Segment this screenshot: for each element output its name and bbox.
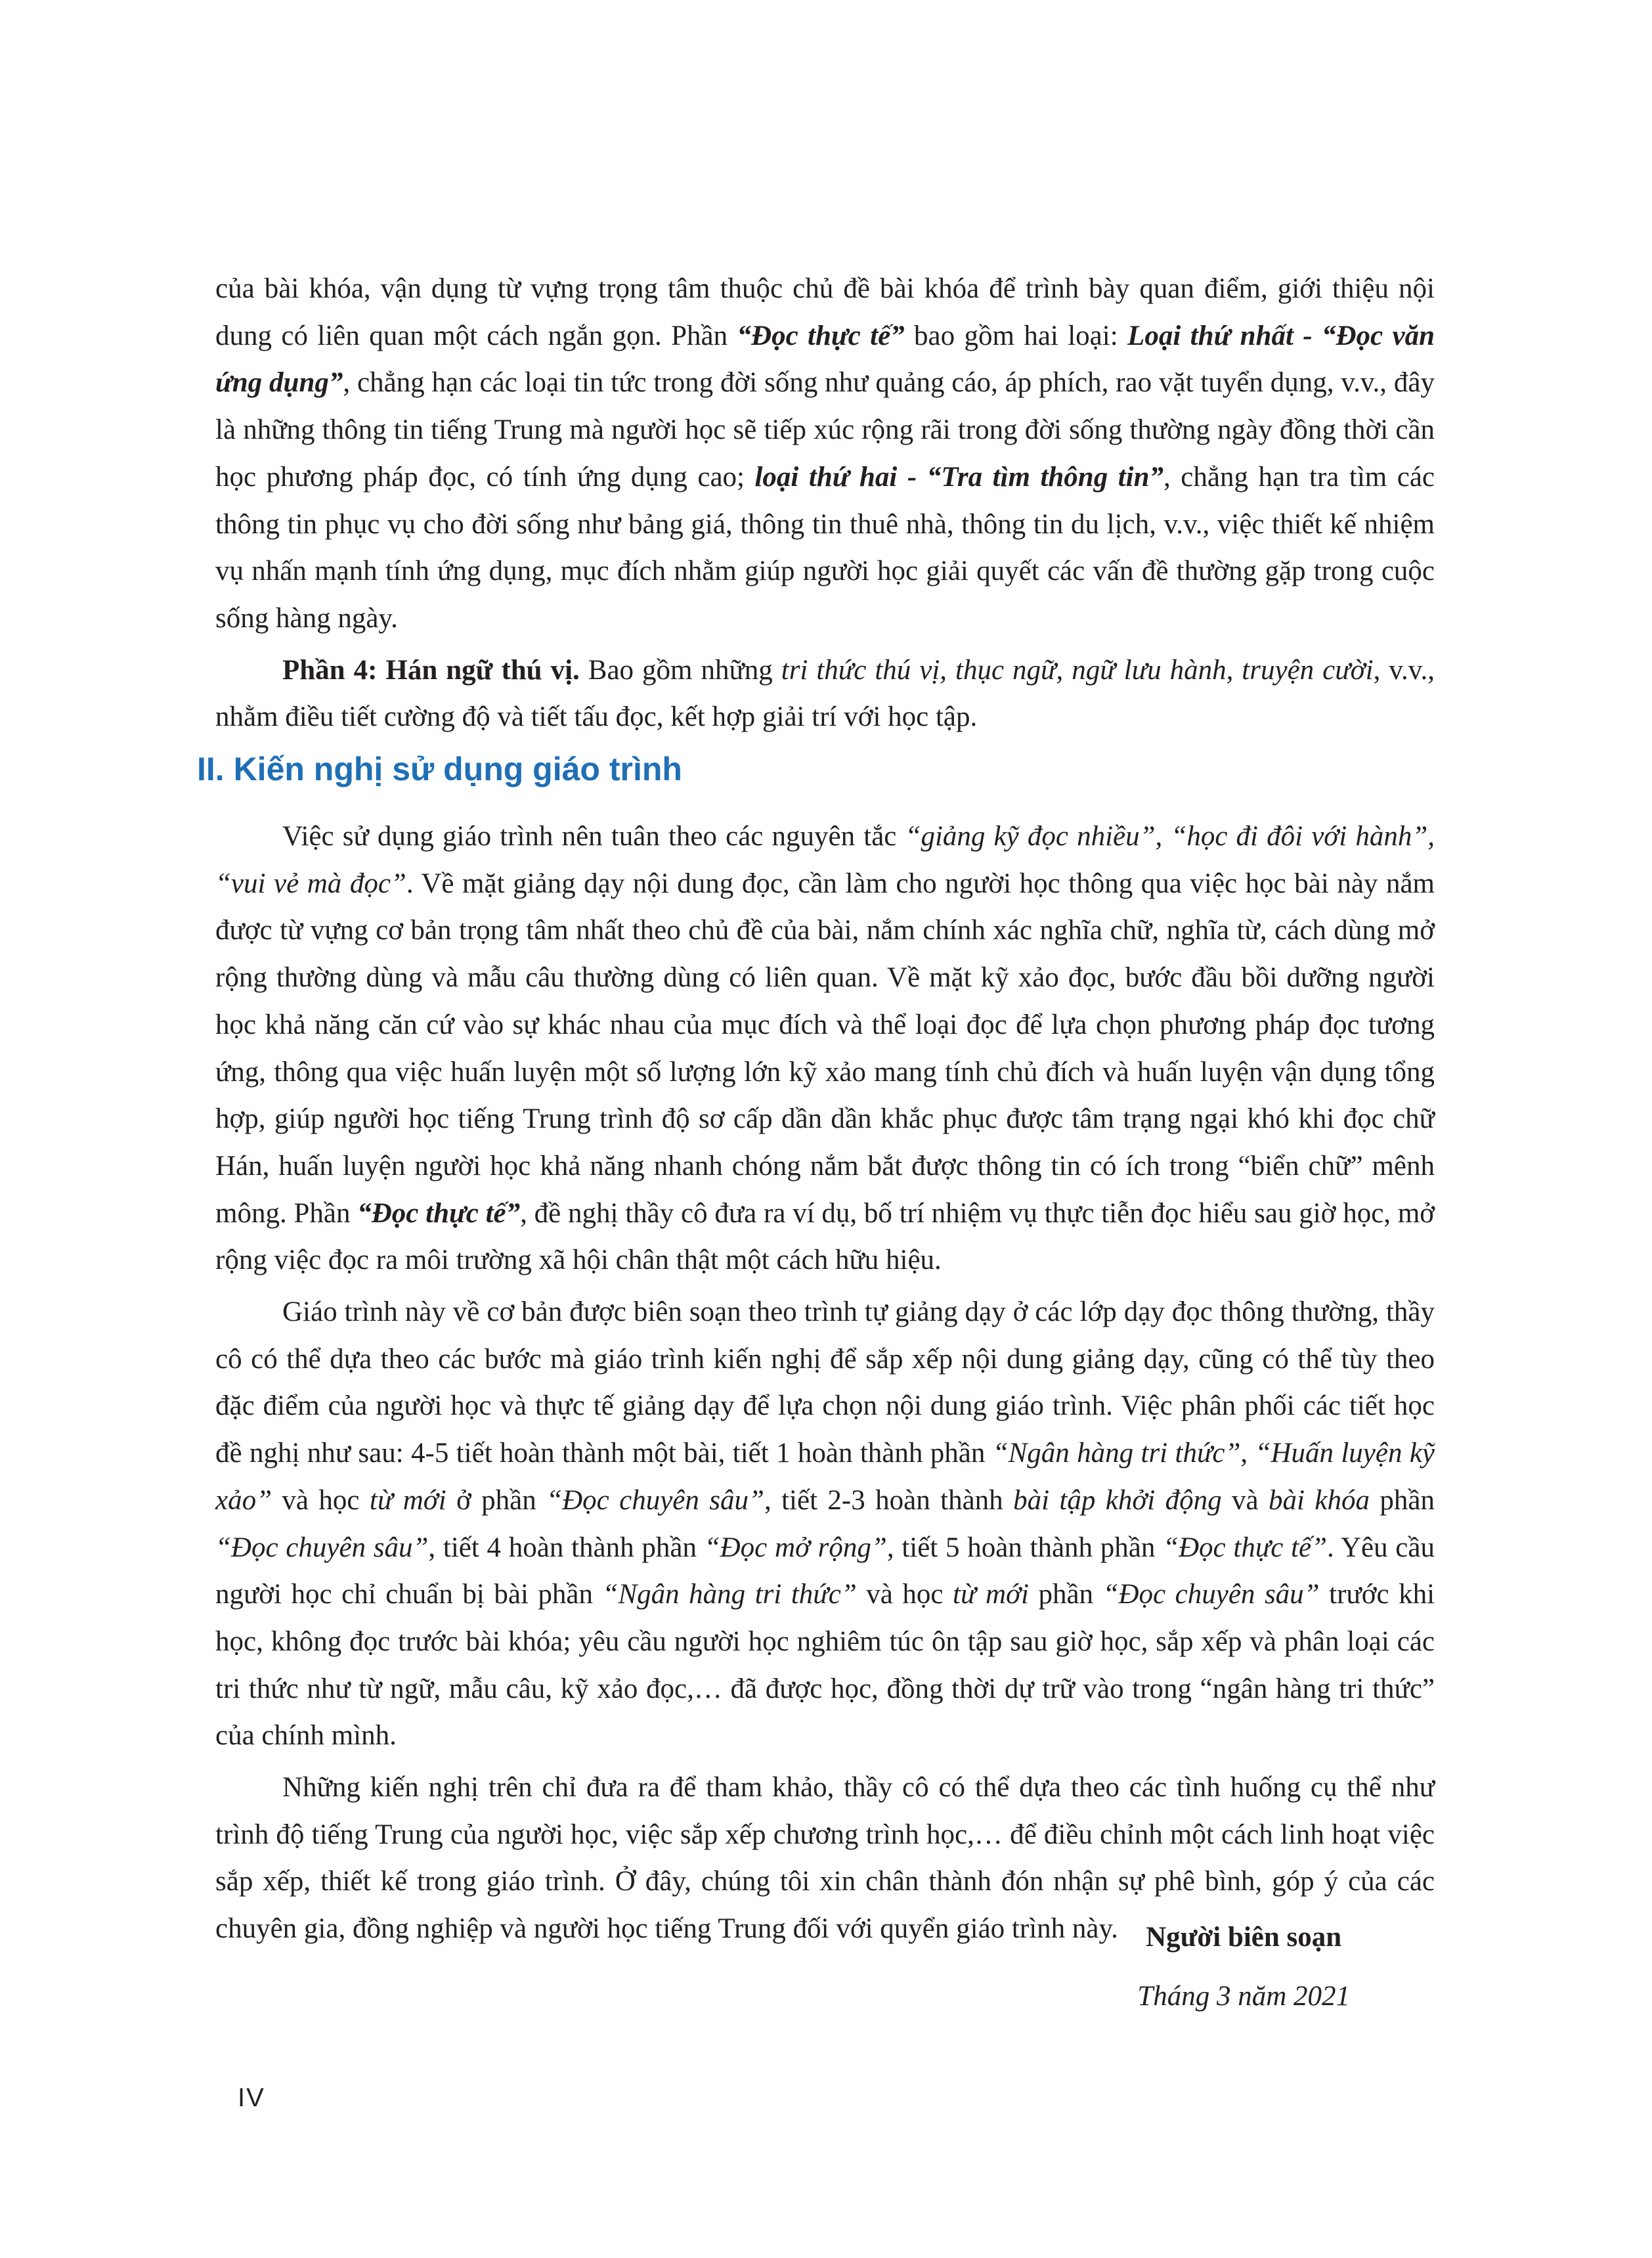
paragraph-part-4 xyxy=(215,647,1435,741)
text-run: của bài khóa, vận dụng từ vựng trọng tâm thuộc chủ đề bài khóa để trình bày quan điểm, giới thiệu nội dung có liên quan một cách ngắn gọn. Phần xyxy=(215,273,1435,351)
emphasis-doc-thuc-te: “Đọc thực tế” xyxy=(737,320,905,351)
text-run: , chẳng hạn tra tìm các thông tin phục vụ cho đời sống như bảng giá, thông tin thuê nhà, thông tin du lịch, v.v., việc thiết kế nhiệm vụ nhấn mạnh tính ứng dụng, mục đích nhằm giúp người học giải quyết các vấn đề thường gặp trong cuộc sống hàng ngày. xyxy=(215,461,1435,634)
emphasis: bài tập khởi động xyxy=(1013,1484,1222,1516)
text-run: . Yêu cầu người học chỉ chuẩn bị bài phần xyxy=(215,1532,1435,1610)
paragraph-closing: Những kiến nghị trên chỉ đưa ra để tham khảo, thầy cô có thể dựa theo các tình huống cụ thể như trình độ tiếng Trung của người học, việc sắp xếp chương trình học,… để điều chỉnh một cách linh hoạt việc sắp xếp, thiết kế trong giáo trình. Ở đây, chúng tôi xin chân thành đón nhận sự phê bình, góp ý của các chuyên gia, đồng nghiệp và người học tiếng Trung đối với quyển giáo trình này. xyxy=(215,1772,1435,1945)
text-run: và học xyxy=(856,1579,953,1610)
text-run: bao gồm hai loại: xyxy=(904,320,1128,351)
text-run: phần xyxy=(1369,1484,1435,1516)
text-run: , tiết 5 hoàn thành phần xyxy=(886,1532,1163,1563)
body-text-top xyxy=(215,265,1435,741)
emphasis: “Ngân hàng tri thức” xyxy=(992,1438,1241,1469)
emphasis: từ mới xyxy=(369,1484,446,1516)
text-run: , v.v., nhằm điều tiết cường độ và tiết tấu đọc, kết hợp giải trí với học tập. xyxy=(215,654,1435,733)
page-number: IV xyxy=(238,2083,265,2112)
emphasis: “Đọc chuyên sâu” xyxy=(215,1532,429,1563)
emphasis: “Ngân hàng tri thức” xyxy=(602,1579,857,1610)
text-run: Việc sử dụng giáo trình nên tuân theo các nguyên tắc xyxy=(282,821,905,852)
section-heading: II. Kiến nghị sử dụng giáo trình xyxy=(197,751,682,787)
paragraph-doc-thuc-te-types xyxy=(215,265,1435,642)
text-run: , xyxy=(1240,1438,1255,1469)
text-run: , tiết 4 hoàn thành phần xyxy=(428,1532,705,1563)
signature-name: Người biên soạn xyxy=(1146,1922,1342,1953)
emphasis: “Đọc chuyên sâu” xyxy=(546,1484,764,1516)
text-run: phần xyxy=(1028,1579,1103,1610)
emphasis: “Đọc chuyên sâu” xyxy=(1102,1579,1320,1610)
text-run: , chẳng hạn các loại tin tức trong đời sống như quảng cáo, áp phích, rao vặt tuyển dụng, v.v., đây là những thông tin tiếng Trung mà người học sẽ tiếp xúc rộng rãi trong đời sống thường ngày đồng thời cần học phương pháp đọc, có tính ứng dụng cao; xyxy=(215,367,1435,493)
emphasis-principles: “giảng kỹ đọc nhiều”, “học đi đôi với hành”, “vui vẻ mà đọc” xyxy=(215,821,1435,899)
emphasis: “Huấn luyện kỹ xảo” xyxy=(215,1438,1435,1516)
emphasis: “Đọc mở rộng” xyxy=(704,1532,887,1563)
text-run: và học xyxy=(272,1484,370,1516)
part-4-label: Phần 4: Hán ngữ thú vị. xyxy=(282,654,580,686)
text-run: và xyxy=(1221,1484,1269,1516)
text-run: ở phần xyxy=(446,1484,547,1516)
emphasis: “Đọc thực tế” xyxy=(1163,1532,1328,1563)
emphasis-loai-thu-hai: loại thứ hai - “Tra tìm thông tin” xyxy=(754,461,1164,493)
text-run: , đề nghị thầy cô đưa ra ví dụ, bố trí nhiệm vụ thực tiễn đọc hiểu sau giờ học, mở rộng việc đọc ra môi trường xã hội chân thật một cách hữu hiệu. xyxy=(215,1197,1435,1276)
paragraph-schedule xyxy=(215,1289,1435,1760)
signature-block xyxy=(1137,1908,1350,2026)
emphasis-loai-thu-nhat: Loại thứ nhất - “Đọc văn ứng dụng” xyxy=(215,320,1435,399)
paragraph-principles xyxy=(215,813,1435,1284)
text-run: trước khi học, không đọc trước bài khóa; yêu cầu người học nghiêm túc ôn tập sau giờ học, sắp xếp và phân loại các tri thức như từ ngữ, mẫu câu, kỹ xảo đọc,… đã được học, đồng thời dự trữ vào trong “ngân hàng tri thức” của chính mình. xyxy=(215,1579,1435,1752)
text-run: Bao gồm những xyxy=(579,654,781,686)
signature-date: Tháng 3 năm 2021 xyxy=(1137,1981,1350,2012)
emphasis: từ mới xyxy=(953,1579,1029,1610)
emphasis-interesting-items: tri thức thú vị, thục ngữ, ngữ lưu hành, truyện cười xyxy=(781,654,1374,686)
emphasis-doc-thuc-te: “Đọc thực tế” xyxy=(357,1197,521,1229)
text-run: . Về mặt giảng dạy nội dung đọc, cần làm cho người học thông qua việc học bài này nắm được từ vựng cơ bản trọng tâm nhất theo chủ đề của bài, nắm chính xác nghĩa chữ, nghĩa từ, cách dùng mở rộng thường dùng và mẫu câu thường dùng có liên quan. Về mặt kỹ xảo đọc, bước đầu bồi dưỡng người học khả năng căn cứ vào sự khác nhau của mục đích và thể loại đọc để lựa chọn phương pháp đọc tương ứng, thông qua việc huấn luyện một số lượng lớn kỹ xảo mang tính chủ đích và huấn luyện vận dụng tổng hợp, giúp người học tiếng Trung trình độ sơ cấp dần dần khắc phục được tâm trạng ngại khó khi đọc chữ Hán, huấn luyện người học khả năng nhanh chóng nắm bắt được thông tin có ích trong “biển chữ” mênh mông. Phần xyxy=(215,868,1435,1229)
text-run: , tiết 2-3 hoàn thành xyxy=(764,1484,1014,1516)
body-text-bottom xyxy=(215,813,1435,1953)
text-run: Giáo trình này về cơ bản được biên soạn theo trình tự giảng dạy ở các lớp dạy đọc thông thường, thầy cô có thể dựa theo các bước mà giáo trình kiến nghị để sắp xếp nội dung giảng dạy, cũng có thể tùy theo đặc điểm của người học và thực tế giảng dạy để lựa chọn nội dung giáo trình. Việc phân phối các tiết học đề nghị như sau: 4-5 tiết hoàn thành một bài, tiết 1 hoàn thành phần xyxy=(215,1296,1435,1469)
emphasis: bài khóa xyxy=(1269,1484,1370,1516)
